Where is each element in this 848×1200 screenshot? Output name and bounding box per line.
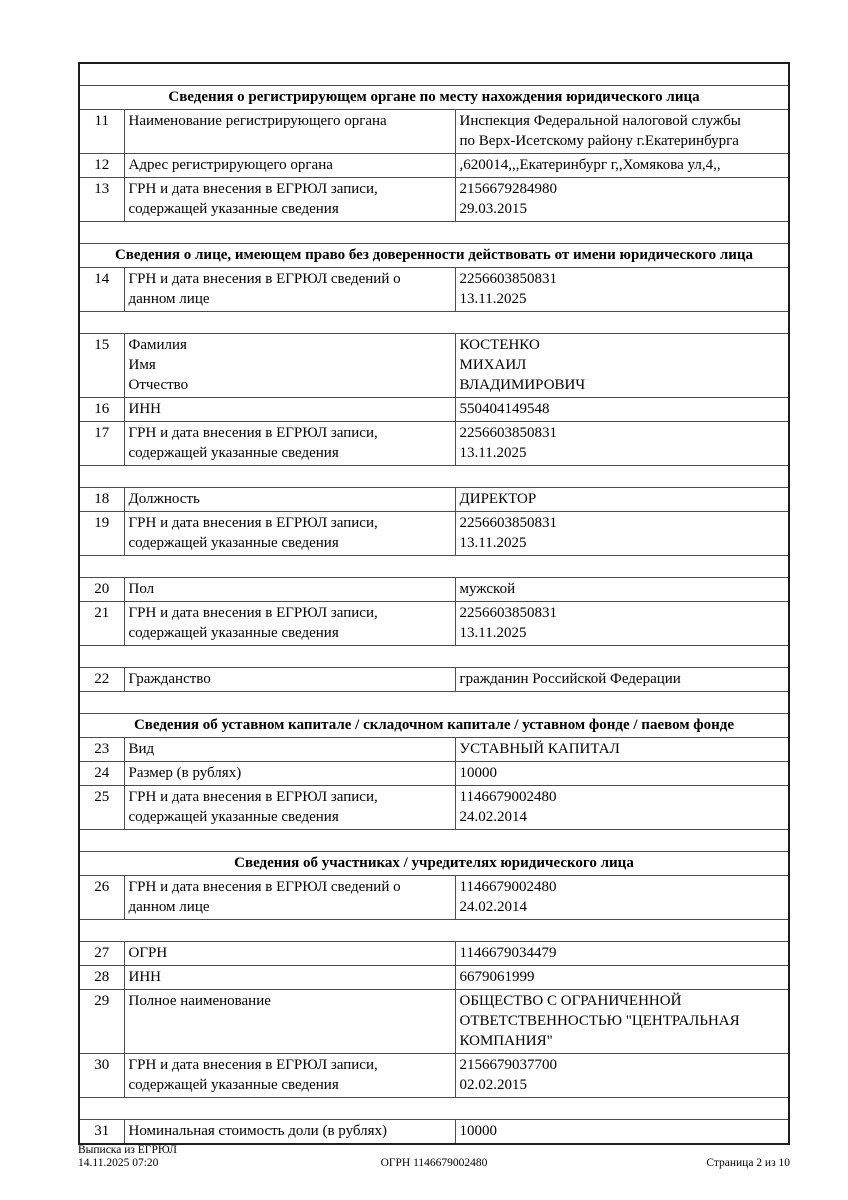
cell-text-line: 1146679034479 bbox=[459, 945, 557, 961]
cell-text-line: ГРН и дата внесения в ЕГРЮЛ записи, bbox=[128, 181, 378, 197]
spacer-cell bbox=[79, 466, 789, 488]
spacer-cell bbox=[79, 920, 789, 942]
row-label-cell bbox=[124, 110, 455, 154]
row-number-cell: 22 bbox=[79, 668, 124, 692]
row-label-cell bbox=[124, 578, 455, 602]
cell-text-line: Инспекция Федеральной налоговой службы bbox=[459, 113, 741, 129]
spacer-row bbox=[79, 920, 789, 942]
cell-text-line: содержащей указанные сведения bbox=[128, 809, 339, 825]
spacer-row bbox=[79, 646, 789, 668]
cell-text-line: Размер (в рублях) bbox=[128, 765, 242, 781]
footer-second-line bbox=[78, 1157, 790, 1170]
table-row bbox=[79, 178, 789, 222]
row-number-cell: 27 bbox=[79, 942, 124, 966]
row-label-cell bbox=[124, 762, 455, 786]
table-row bbox=[79, 966, 789, 990]
cell-text-line: ОГРН bbox=[128, 945, 168, 961]
page-footer bbox=[78, 1144, 790, 1170]
row-value-cell bbox=[455, 738, 789, 762]
cell-text-line: Наименование регистрирующего органа bbox=[128, 113, 387, 129]
spacer-cell bbox=[79, 646, 789, 668]
section-header-row bbox=[79, 714, 789, 738]
row-value-cell bbox=[455, 110, 789, 154]
cell-text-line: Имя bbox=[128, 357, 156, 373]
section-header-row bbox=[79, 244, 789, 268]
cell-text-line: ИНН bbox=[128, 401, 161, 417]
row-value-cell bbox=[455, 876, 789, 920]
row-number-cell: 15 bbox=[79, 334, 124, 398]
table-row bbox=[79, 398, 789, 422]
row-number-cell: 13 bbox=[79, 178, 124, 222]
row-value-cell bbox=[455, 488, 789, 512]
cell-text-line: 550404149548 bbox=[459, 401, 550, 417]
cell-text-line: Фамилия bbox=[128, 337, 187, 353]
table-row bbox=[79, 786, 789, 830]
footer-timestamp: 14.11.2025 07:20 bbox=[78, 1157, 159, 1169]
cell-text-line: Отчество bbox=[128, 377, 189, 393]
table-row bbox=[79, 422, 789, 466]
cell-text-line: содержащей указанные сведения bbox=[128, 1077, 339, 1093]
row-label-cell bbox=[124, 268, 455, 312]
row-label-cell bbox=[124, 786, 455, 830]
cell-text-line: ГРН и дата внесения в ЕГРЮЛ записи, bbox=[128, 425, 378, 441]
cell-text-line: 10000 bbox=[459, 765, 497, 781]
row-value-cell bbox=[455, 398, 789, 422]
spacer-cell bbox=[79, 556, 789, 578]
row-value-cell bbox=[455, 786, 789, 830]
cell-text-line: 2256603850831 bbox=[459, 605, 557, 621]
row-label-cell bbox=[124, 1120, 455, 1145]
cell-text-line: Номинальная стоимость доли (в рублях) bbox=[128, 1123, 388, 1139]
row-number-cell: 23 bbox=[79, 738, 124, 762]
row-label-cell bbox=[124, 942, 455, 966]
row-number-cell: 26 bbox=[79, 876, 124, 920]
cell-text-line: 24.02.2014 bbox=[459, 899, 527, 915]
row-value-cell bbox=[455, 668, 789, 692]
row-label-cell bbox=[124, 990, 455, 1054]
row-value-cell bbox=[455, 602, 789, 646]
cell-text-line: 13.11.2025 bbox=[459, 291, 527, 307]
spacer-cell bbox=[79, 222, 789, 244]
row-label-cell bbox=[124, 1054, 455, 1098]
spacer-cell bbox=[79, 692, 789, 714]
row-value-cell bbox=[455, 178, 789, 222]
spacer-cell bbox=[79, 830, 789, 852]
table-row bbox=[79, 110, 789, 154]
row-label-cell bbox=[124, 876, 455, 920]
cell-text-line: ,620014,,,Екатеринбург г,,Хомякова ул,4,, bbox=[459, 157, 721, 173]
row-number-cell: 25 bbox=[79, 786, 124, 830]
table-row bbox=[79, 1054, 789, 1098]
cell-text-line: 6679061999 bbox=[459, 969, 535, 985]
cell-text-line: ВЛАДИМИРОВИЧ bbox=[459, 377, 586, 393]
row-number-cell: 24 bbox=[79, 762, 124, 786]
cell-text-line: ИНН bbox=[128, 969, 161, 985]
cell-text-line: 2256603850831 bbox=[459, 271, 557, 287]
egrul-table bbox=[78, 62, 790, 1145]
cell-text-line: содержащей указанные сведения bbox=[128, 535, 339, 551]
cell-text-line: данном лице bbox=[128, 899, 210, 915]
cell-text-line: КОСТЕНКО bbox=[459, 337, 540, 353]
table-row bbox=[79, 668, 789, 692]
section-header: Сведения о лице, имеющем право без доверенности действовать от имени юридического лица bbox=[79, 244, 789, 268]
table-row bbox=[79, 268, 789, 312]
row-value-cell bbox=[455, 990, 789, 1054]
row-number-cell: 11 bbox=[79, 110, 124, 154]
cell-text-line: 02.02.2015 bbox=[459, 1077, 527, 1093]
spacer-row bbox=[79, 556, 789, 578]
row-number-cell: 29 bbox=[79, 990, 124, 1054]
table-row bbox=[79, 990, 789, 1054]
section-header: Сведения об уставном капитале / складочном капитале / уставном фонде / паевом фонде bbox=[79, 714, 789, 738]
spacer-cell bbox=[79, 1098, 789, 1120]
row-number-cell: 14 bbox=[79, 268, 124, 312]
cell-text-line: ГРН и дата внесения в ЕГРЮЛ записи, bbox=[128, 515, 378, 531]
cell-text-line: содержащей указанные сведения bbox=[128, 625, 339, 641]
table-row bbox=[79, 942, 789, 966]
footer-page-indicator: Страница 2 из 10 bbox=[706, 1157, 790, 1169]
row-value-cell bbox=[455, 942, 789, 966]
table-row bbox=[79, 154, 789, 178]
cell-text-line: 24.02.2014 bbox=[459, 809, 527, 825]
cell-text-line: ДИРЕКТОР bbox=[459, 491, 537, 507]
row-label-cell bbox=[124, 512, 455, 556]
spacer-row bbox=[79, 222, 789, 244]
row-value-cell bbox=[455, 762, 789, 786]
cell-text-line: 10000 bbox=[459, 1123, 497, 1139]
spacer-cell bbox=[79, 63, 789, 86]
row-number-cell: 21 bbox=[79, 602, 124, 646]
table-row bbox=[79, 334, 789, 398]
cell-text-line: 1146679002480 bbox=[459, 789, 557, 805]
table-row bbox=[79, 488, 789, 512]
cell-text-line: данном лице bbox=[128, 291, 210, 307]
cell-text-line: мужской bbox=[459, 581, 516, 597]
row-number-cell: 20 bbox=[79, 578, 124, 602]
row-label-cell bbox=[124, 398, 455, 422]
row-number-cell: 30 bbox=[79, 1054, 124, 1098]
row-label-cell bbox=[124, 668, 455, 692]
row-value-cell bbox=[455, 1054, 789, 1098]
spacer-cell bbox=[79, 312, 789, 334]
row-number-cell: 16 bbox=[79, 398, 124, 422]
cell-text-line: Пол bbox=[128, 581, 155, 597]
cell-text-line: Вид bbox=[128, 741, 155, 757]
row-label-cell bbox=[124, 178, 455, 222]
cell-text-line: ГРН и дата внесения в ЕГРЮЛ записи, bbox=[128, 789, 378, 805]
table-row bbox=[79, 512, 789, 556]
cell-text-line: КОМПАНИЯ" bbox=[459, 1033, 553, 1049]
row-label-cell bbox=[124, 966, 455, 990]
row-value-cell bbox=[455, 966, 789, 990]
cell-text-line: 2156679284980 bbox=[459, 181, 557, 197]
section-header: Сведения о регистрирующем органе по месту нахождения юридического лица bbox=[79, 86, 789, 110]
cell-text-line: ГРН и дата внесения в ЕГРЮЛ сведений о bbox=[128, 271, 401, 287]
cell-text-line: ОБЩЕСТВО С ОГРАНИЧЕННОЙ bbox=[459, 993, 682, 1009]
cell-text-line: гражданин Российской Федерации bbox=[459, 671, 681, 687]
row-number-cell: 18 bbox=[79, 488, 124, 512]
row-label-cell bbox=[124, 334, 455, 398]
spacer-row bbox=[79, 830, 789, 852]
cell-text-line: МИХАИЛ bbox=[459, 357, 527, 373]
row-value-cell bbox=[455, 334, 789, 398]
cell-text-line: Должность bbox=[128, 491, 200, 507]
row-value-cell bbox=[455, 154, 789, 178]
row-number-cell: 12 bbox=[79, 154, 124, 178]
row-value-cell bbox=[455, 512, 789, 556]
table-row bbox=[79, 1120, 789, 1145]
cell-text-line: содержащей указанные сведения bbox=[128, 201, 339, 217]
spacer-row bbox=[79, 692, 789, 714]
footer-ogrn: ОГРН 1146679002480 bbox=[380, 1157, 488, 1169]
cell-text-line: ГРН и дата внесения в ЕГРЮЛ сведений о bbox=[128, 879, 401, 895]
row-value-cell bbox=[455, 268, 789, 312]
cell-text-line: содержащей указанные сведения bbox=[128, 445, 339, 461]
row-label-cell bbox=[124, 602, 455, 646]
spacer-row bbox=[79, 1098, 789, 1120]
row-label-cell bbox=[124, 738, 455, 762]
row-number-cell: 28 bbox=[79, 966, 124, 990]
row-value-cell bbox=[455, 422, 789, 466]
section-header-row bbox=[79, 86, 789, 110]
spacer-row bbox=[79, 466, 789, 488]
table-row bbox=[79, 738, 789, 762]
cell-text-line: Полное наименование bbox=[128, 993, 271, 1009]
table-row bbox=[79, 578, 789, 602]
row-label-cell bbox=[124, 488, 455, 512]
cell-text-line: 2256603850831 bbox=[459, 425, 557, 441]
table-row bbox=[79, 876, 789, 920]
section-header: Сведения об участниках / учредителях юридического лица bbox=[79, 852, 789, 876]
row-number-cell: 19 bbox=[79, 512, 124, 556]
cell-text-line: Гражданство bbox=[128, 671, 211, 687]
spacer-row bbox=[79, 63, 789, 86]
spacer-row bbox=[79, 312, 789, 334]
cell-text-line: Адрес регистрирующего органа bbox=[128, 157, 333, 173]
cell-text-line: УСТАВНЫЙ КАПИТАЛ bbox=[459, 741, 620, 757]
footer-doc-title: Выписка из ЕГРЮЛ bbox=[78, 1144, 177, 1156]
row-value-cell bbox=[455, 578, 789, 602]
cell-text-line: 2256603850831 bbox=[459, 515, 557, 531]
cell-text-line: 29.03.2015 bbox=[459, 201, 527, 217]
row-number-cell: 17 bbox=[79, 422, 124, 466]
cell-text-line: ГРН и дата внесения в ЕГРЮЛ записи, bbox=[128, 1057, 378, 1073]
row-value-cell bbox=[455, 1120, 789, 1145]
row-number-cell: 31 bbox=[79, 1120, 124, 1145]
row-label-cell bbox=[124, 422, 455, 466]
row-label-cell bbox=[124, 154, 455, 178]
table-row bbox=[79, 762, 789, 786]
table-row bbox=[79, 602, 789, 646]
cell-text-line: 13.11.2025 bbox=[459, 535, 527, 551]
cell-text-line: по Верх-Исетскому району г.Екатеринбурга bbox=[459, 133, 739, 149]
cell-text-line: ГРН и дата внесения в ЕГРЮЛ записи, bbox=[128, 605, 378, 621]
cell-text-line: 13.11.2025 bbox=[459, 445, 527, 461]
cell-text-line: 13.11.2025 bbox=[459, 625, 527, 641]
cell-text-line: 1146679002480 bbox=[459, 879, 557, 895]
section-header-row bbox=[79, 852, 789, 876]
cell-text-line: 2156679037700 bbox=[459, 1057, 557, 1073]
cell-text-line: ОТВЕТСТВЕННОСТЬЮ "ЦЕНТРАЛЬНАЯ bbox=[459, 1013, 740, 1029]
